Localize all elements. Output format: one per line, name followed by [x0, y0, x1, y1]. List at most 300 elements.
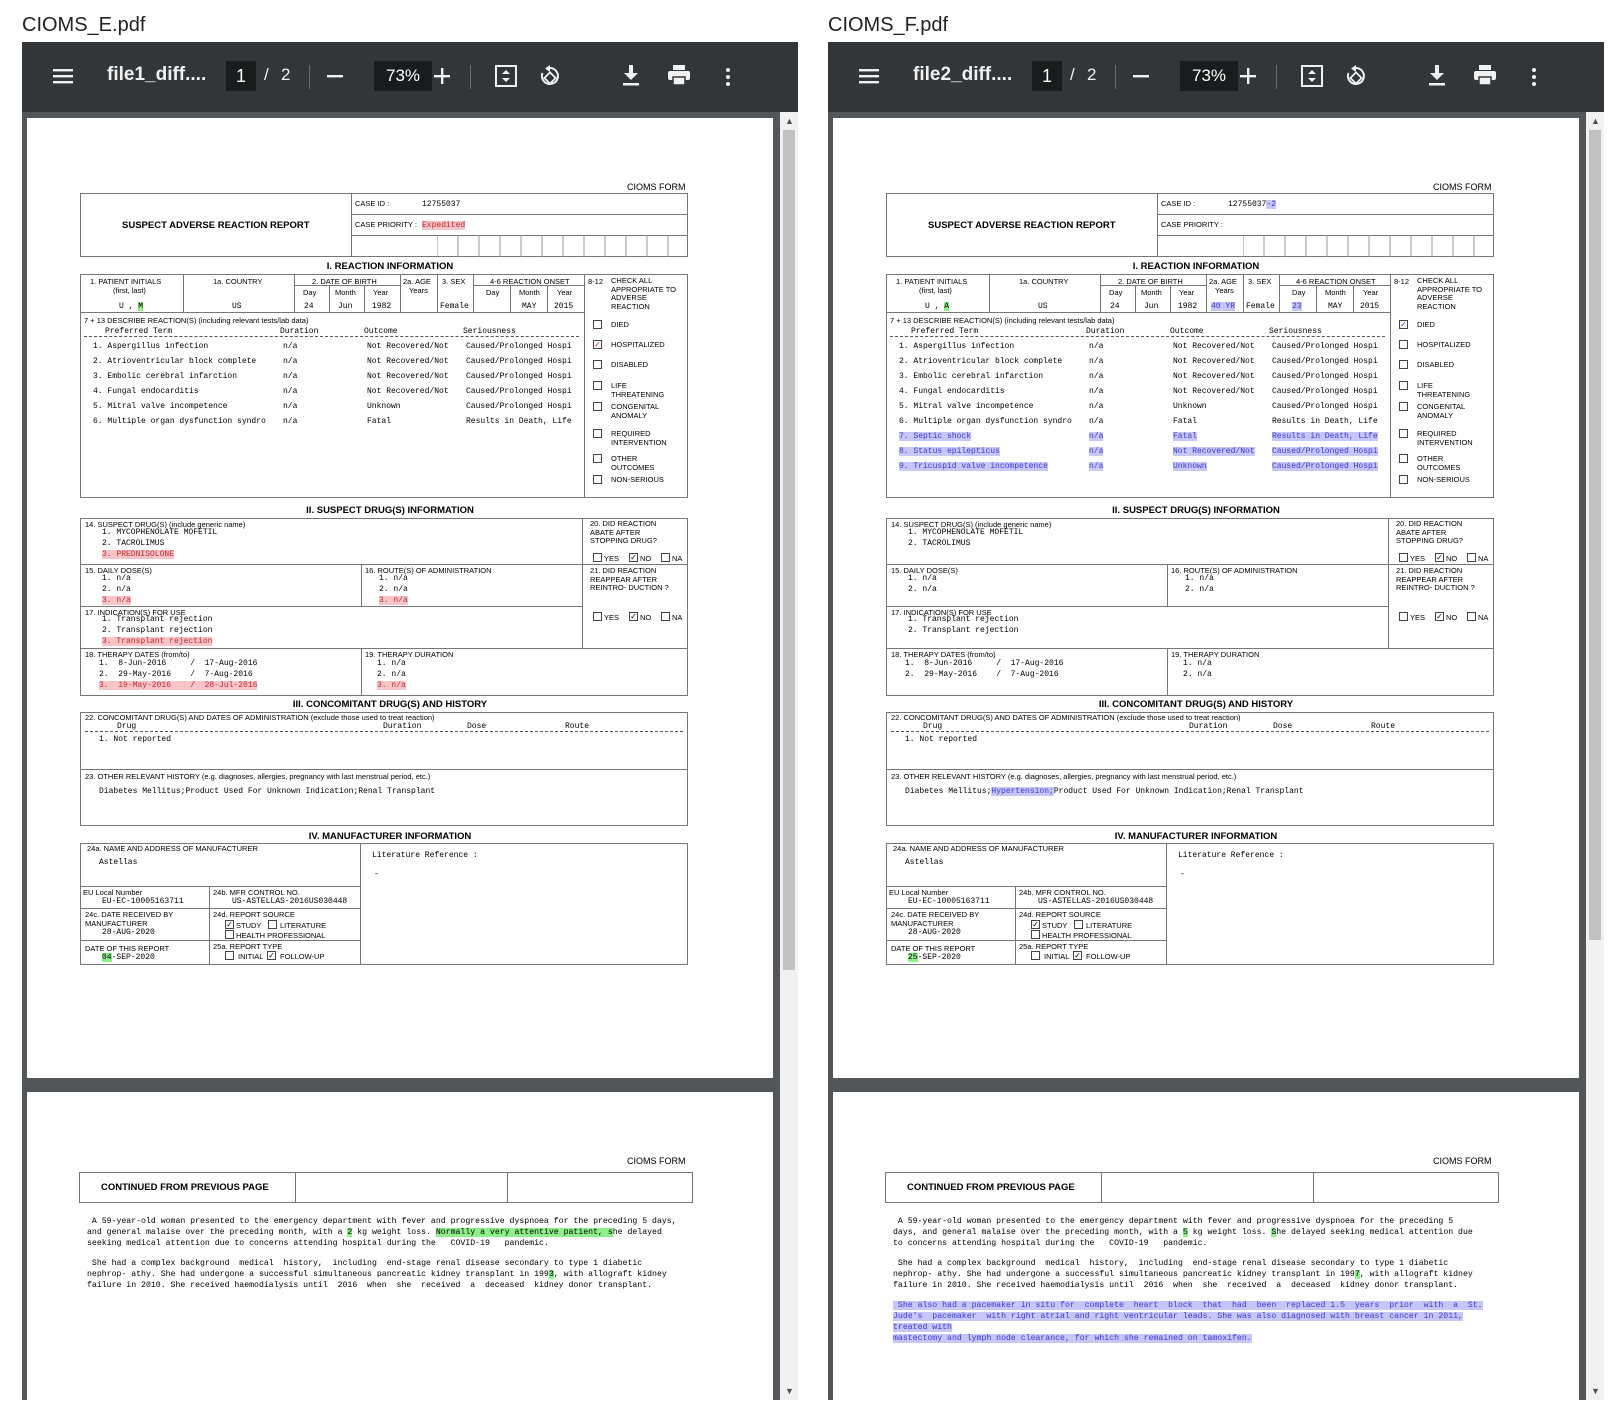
fit-page-icon[interactable] — [495, 65, 517, 87]
reaction-row-2-col-4: Caused/Prolonged Hospi — [1272, 357, 1378, 366]
outcome-checkbox-8[interactable] — [593, 475, 602, 484]
scroll-down-icon[interactable]: ▼ — [1591, 1386, 1600, 1396]
rx-header-seriousness: Seriousness — [463, 327, 516, 336]
reaction-row-6-col-4: Results in Death, Life — [466, 417, 572, 426]
study-checkbox[interactable]: ✓ — [1032, 920, 1039, 929]
outcome-label-7: OTHER OUTCOMES — [611, 454, 655, 472]
sex-value: Female — [1246, 302, 1275, 311]
reaction-reappear-na-checkbox[interactable] — [661, 612, 670, 621]
case-priority-value: Expedited — [422, 221, 466, 230]
reaction-row-7-col-1: 7. Septic shock — [899, 432, 972, 441]
onset-day-value: 23 — [1292, 302, 1302, 311]
zoom-out-icon[interactable] — [1133, 75, 1149, 78]
reaction-reappear-na-checkbox[interactable] — [1467, 612, 1476, 621]
zoom-in-icon[interactable] — [434, 68, 450, 84]
drug-1: 1. MYCOPHENOLATE MOFETIL — [908, 528, 1024, 537]
follow-up-label: FOLLOW-UP — [1086, 952, 1131, 961]
left-pdf-pane — [22, 0, 798, 1428]
date-received-label: 24c. DATE RECEIVED BY MANUFACTURER — [85, 910, 174, 928]
initials-value: U , M — [119, 302, 144, 311]
right-pdf-pane — [828, 0, 1604, 1428]
dose-3: 3. n/a — [102, 596, 131, 605]
section-3-heading: III. CONCOMITANT DRUG(S) AND HISTORY — [292, 699, 488, 710]
left-scrollbar[interactable] — [780, 112, 798, 1400]
scroll-down-icon[interactable]: ▼ — [785, 1386, 794, 1396]
report-title: SUSPECT ADVERSE REACTION REPORT — [122, 220, 310, 231]
reappear-label: 21. DID REACTION REAPPEAR AFTER REINTRO- DUCTION ? — [1396, 566, 1475, 592]
rotate-icon[interactable] — [1344, 64, 1368, 88]
reaction-row-2-col-3: Not Recovered/Not — [367, 357, 449, 366]
check-all-label: CHECK ALL APPROPRIATE TO ADVERSE REACTION — [611, 276, 677, 311]
reaction-row-6-col-4: Results in Death, Life — [1272, 417, 1378, 426]
health-professional-checkbox[interactable] — [225, 930, 234, 939]
outcome-checkbox-4[interactable] — [1399, 381, 1408, 390]
duration-2: 2. n/a — [377, 670, 406, 679]
outcome-label-4: LIFE THREATENING — [611, 381, 665, 399]
daily-dose-label: 15. DAILY DOSE(S) — [891, 566, 958, 575]
reaction-row-8-col-1: 8. Status epilepticus — [899, 447, 1000, 456]
eu-local-value: EU-EC-10005163711 — [908, 897, 990, 906]
indication-label: 17. INDICATION(S) FOR USE — [85, 608, 186, 617]
dob-month-value: Jun — [1144, 302, 1159, 311]
reaction-row-3-col-1: 3. Embolic cerebral infarction — [899, 372, 1044, 381]
reaction-row-8-col-4: Caused/Prolonged Hospi — [1272, 447, 1378, 456]
health-professional-checkbox[interactable] — [1031, 930, 1040, 939]
country-value: US — [232, 302, 242, 311]
reaction-abate-no-checkbox[interactable]: ✓ — [630, 553, 637, 562]
more-options-icon[interactable] — [725, 67, 731, 87]
therapy-date-2: 2. 29-May-2016 / 7-Aug-2016 — [99, 670, 253, 679]
onset-year-value: 2015 — [554, 302, 574, 311]
reaction-row-2-col-4: Caused/Prolonged Hospi — [466, 357, 572, 366]
eu-local-label: EU Local Number — [83, 888, 143, 897]
duration-1: 1. n/a — [1183, 659, 1212, 668]
report-title: SUSPECT ADVERSE REACTION REPORT — [928, 220, 1116, 231]
dob-month-value: Jun — [338, 302, 353, 311]
left-page-1 — [27, 118, 773, 1078]
fit-page-icon[interactable] — [1301, 65, 1323, 87]
section-4-heading: IV. MANUFACTURER INFORMATION — [308, 831, 472, 842]
reaction-row-2-col-1: 2. Atrioventricular block complete — [899, 357, 1063, 366]
right-file-name: file2_diff.... — [913, 64, 1013, 85]
priority-grid — [437, 235, 688, 257]
right-page-total: 2 — [1087, 65, 1097, 84]
concomitant-label: 22. CONCOMITANT DRUG(S) AND DATES OF ADMINISTRATION (exclude those used to treat reaction) — [85, 713, 435, 722]
reaction-row-2-col-1: 2. Atrioventricular block complete — [93, 357, 257, 366]
conc-row-1: 1. Not reported — [905, 735, 978, 744]
therapy-dates-label: 18. THERAPY DATES (from/to) — [85, 650, 190, 659]
route-label: 16. ROUTE(S) OF ADMINISTRATION — [365, 566, 492, 575]
narrative-paragraph-2: She had a complex background medical history, including end-stage renal disease secondary to type 1 diabetic nephrop- athy. She had undergone a successful simultaneous pancreatic kidney transplant in 1993, with allograft kidney failure in 2010. She received haemodialysis until 2016 when she received a deceased kidney donor transplant. — [87, 1259, 667, 1290]
date-received-label: 24c. DATE RECEIVED BY MANUFACTURER — [891, 910, 980, 928]
reaction-reappear-no-checkbox[interactable]: ✓ — [630, 612, 637, 621]
reaction-abate-no-label: NO — [1446, 554, 1458, 563]
reaction-row-6-col-3: Fatal — [367, 417, 392, 426]
reaction-row-4-col-4: Caused/Prolonged Hospi — [1272, 387, 1378, 396]
indication-2: 2. Transplant rejection — [102, 626, 213, 635]
outcome-label-3: DISABLED — [611, 360, 649, 369]
narrative-paragraph-3-added: She also had a pacemaker in situ for complete heart block that had been replaced 1.5 years prior with a St. Jude's pacemaker with right atrial and right ventricular leads. She was also diagnosed with breast cancer in 2011, treated with mastectomy and lymph node clearance, for which she remained on tamoxifen. — [893, 1301, 1483, 1343]
right-page-2 — [833, 1092, 1579, 1400]
outcome-checkbox-7[interactable] — [593, 454, 602, 463]
reaction-reappear-no-label: NO — [1446, 613, 1458, 622]
mfr-control-value: US-ASTELLAS-2016US030448 — [1038, 897, 1154, 906]
dob-label: 2. DATE OF BIRTH — [312, 277, 377, 286]
reaction-row-9-col-1: 9. Tricuspid valve incompetence — [899, 462, 1048, 471]
duration-2: 2. n/a — [1183, 670, 1212, 679]
priority-grid — [1243, 235, 1494, 257]
reaction-row-5-col-4: Caused/Prolonged Hospi — [1272, 402, 1378, 411]
reaction-row-6-col-2: n/a — [283, 417, 298, 426]
reaction-row-3-col-1: 3. Embolic cerebral infarction — [93, 372, 238, 381]
mfr-name-label: 24a. NAME AND ADDRESS OF MANUFACTURER — [893, 844, 1064, 853]
scroll-up-icon[interactable]: ▲ — [1591, 116, 1600, 126]
indication-1: 1. Transplant rejection — [908, 615, 1019, 624]
narrative-paragraph-1: A 59-year-old woman presented to the emergency department with fever and progressive dyspnoea for the preceding 5 days, and general malaise over the preceding month, with a 5 kg weight loss. She delayed seeking medical attention due to concerns attending hospital during the COVID-19 pandemic. — [893, 1217, 1473, 1248]
reaction-row-1-col-2: n/a — [1089, 342, 1104, 351]
outcome-checkbox-6[interactable] — [1399, 429, 1408, 438]
menu-icon[interactable] — [53, 67, 73, 85]
dob-year-label: Year — [1179, 288, 1195, 297]
left-page-input[interactable]: 1 — [226, 61, 256, 91]
study-label: STUDY — [1042, 921, 1068, 930]
therapy-duration-label: 19. THERAPY DURATION — [1171, 650, 1260, 659]
sex-label: 3. SEX — [1248, 277, 1272, 286]
outcome-label-6: REQUIRED INTERVENTION — [611, 429, 667, 447]
history-value: Diabetes Mellitus;Product Used For Unknown Indication;Renal Transplant — [99, 787, 436, 796]
initial-checkbox[interactable] — [1031, 951, 1040, 960]
conc-header-dose: Dose — [1273, 722, 1293, 731]
reaction-row-1-col-2: n/a — [283, 342, 298, 351]
outcome-checkbox-5[interactable] — [593, 402, 602, 411]
right-tab-title: CIOMS_F.pdf — [828, 14, 949, 36]
date-of-report-value: 25-SEP-2020 — [908, 953, 961, 962]
abate-label: 20. DID REACTION ABATE AFTER STOPPING DRUG? — [590, 519, 657, 545]
conc-header-dose: Dose — [467, 722, 487, 731]
mfr-control-label: 24b. MFR CONTROL NO. — [213, 888, 300, 897]
dose-2: 2. n/a — [102, 585, 131, 594]
age-unit-label: Years — [409, 286, 428, 295]
outcome-label-5: CONGENITAL ANOMALY — [611, 402, 659, 420]
reaction-row-5-col-3: Unknown — [1173, 402, 1207, 411]
reaction-abate-no-checkbox[interactable]: ✓ — [1436, 553, 1443, 562]
route-3: 3. n/a — [379, 596, 408, 605]
download-icon[interactable] — [622, 65, 640, 87]
cioms-form-label: CIOMS FORM — [1433, 1156, 1492, 1166]
therapy-duration-label: 19. THERAPY DURATION — [365, 650, 454, 659]
right-scroll-thumb[interactable] — [1589, 130, 1601, 940]
reaction-row-1-col-3: Not Recovered/Not — [1173, 342, 1255, 351]
dose-1: 1. n/a — [102, 574, 131, 583]
reaction-row-1-col-1: 1. Aspergillus infection — [899, 342, 1015, 351]
age-value: 40 YR — [1211, 302, 1236, 311]
dob-year-value: 1982 — [1178, 302, 1198, 311]
reaction-row-3-col-2: n/a — [1089, 372, 1104, 381]
initials-label: 1. PATIENT INITIALS — [896, 277, 968, 286]
therapy-date-3: 3. 19-May-2016 / 28-Jul-2016 — [99, 681, 258, 690]
reaction-row-1-col-1: 1. Aspergillus infection — [93, 342, 209, 351]
reaction-reappear-yes-checkbox[interactable] — [1399, 612, 1408, 621]
left-file-name: file1_diff.... — [107, 64, 207, 85]
suspect-drugs-label: 14. SUSPECT DRUG(S) (include generic name) — [85, 520, 246, 529]
reappear-label: 21. DID REACTION REAPPEAR AFTER REINTRO- DUCTION ? — [590, 566, 669, 592]
conc-header-route: Route — [1371, 722, 1396, 731]
suspect-drugs-label: 14. SUSPECT DRUG(S) (include generic name) — [891, 520, 1052, 529]
right-toolbar — [828, 42, 1604, 112]
onset-month-label: Month — [1325, 288, 1346, 297]
case-priority-label: CASE PRIORITY : — [1161, 220, 1223, 229]
section-1-heading: I. REACTION INFORMATION — [326, 261, 454, 272]
section-3-heading: III. CONCOMITANT DRUG(S) AND HISTORY — [1098, 699, 1294, 710]
reaction-abate-na-label: NA — [1478, 554, 1489, 563]
eu-local-value: EU-EC-10005163711 — [102, 897, 184, 906]
cioms-form-label: CIOMS FORM — [627, 1156, 686, 1166]
toolbar-divider — [1276, 65, 1277, 89]
right-page-slash: / — [1070, 65, 1075, 84]
reaction-row-3-col-4: Caused/Prolonged Hospi — [466, 372, 572, 381]
right-document-area[interactable] — [828, 112, 1604, 1400]
onset-month-value: MAY — [1328, 302, 1343, 311]
date-of-report-label: DATE OF THIS REPORT — [891, 944, 976, 953]
onset-year-label: Year — [557, 288, 573, 297]
print-icon[interactable] — [668, 65, 690, 85]
rx-header-duration: Duration — [280, 327, 319, 336]
literature-ref-value: - — [374, 870, 379, 879]
onset-year-label: Year — [1363, 288, 1379, 297]
study-checkbox[interactable]: ✓ — [226, 920, 233, 929]
reaction-row-6-col-2: n/a — [1089, 417, 1104, 426]
reaction-row-9-col-2: n/a — [1089, 462, 1104, 471]
initial-label: INITIAL — [1044, 952, 1070, 961]
reaction-row-8-col-3: Not Recovered/Not — [1173, 447, 1255, 456]
reaction-row-7-col-2: n/a — [1089, 432, 1104, 441]
reaction-abate-na-label: NA — [672, 554, 683, 563]
outcome-checkbox-1[interactable]: ✓ — [1400, 320, 1407, 329]
date-received-value: 28-AUG-2020 — [908, 928, 961, 937]
print-icon[interactable] — [1474, 65, 1496, 85]
check-all-label: CHECK ALL APPROPRIATE TO ADVERSE REACTION — [1417, 276, 1483, 311]
conc-row-1: 1. Not reported — [99, 735, 172, 744]
outcome-checkbox-6[interactable] — [593, 429, 602, 438]
case-id-value: 12755037-2 — [1228, 200, 1277, 209]
report-source-label: 24d. REPORT SOURCE — [213, 910, 295, 919]
sex-value: Female — [440, 302, 469, 311]
report-type-label: 25a. REPORT TYPE — [1019, 942, 1089, 951]
initials-label: 1. PATIENT INITIALS — [90, 277, 162, 286]
age-label: 2a. AGE — [403, 277, 431, 286]
section-4-heading: IV. MANUFACTURER INFORMATION — [1114, 831, 1278, 842]
section-2-heading: II. SUSPECT DRUG(S) INFORMATION — [306, 505, 474, 516]
describe-label: 7 + 13 DESCRIBE REACTION(S) (including relevant tests/lab data) — [890, 316, 1115, 325]
download-icon[interactable] — [1428, 65, 1446, 87]
reaction-row-1-col-4: Caused/Prolonged Hospi — [1272, 342, 1378, 351]
dob-day-value: 24 — [1110, 302, 1120, 311]
more-options-icon[interactable] — [1531, 67, 1537, 87]
reaction-row-4-col-2: n/a — [1089, 387, 1104, 396]
reaction-abate-na-checkbox[interactable] — [1467, 553, 1476, 562]
continued-label: CONTINUED FROM PREVIOUS PAGE — [101, 1182, 269, 1193]
route-label: 16. ROUTE(S) OF ADMINISTRATION — [1171, 566, 1298, 575]
rx-header-term: Preferred Term — [911, 327, 979, 336]
left-scroll-thumb[interactable] — [783, 130, 795, 970]
section-1-heading: I. REACTION INFORMATION — [1132, 261, 1260, 272]
menu-icon[interactable] — [859, 67, 879, 85]
outcome-label-8: NON-SERIOUS — [611, 475, 664, 484]
reaction-reappear-no-checkbox[interactable]: ✓ — [1436, 612, 1443, 621]
dob-label: 2. DATE OF BIRTH — [1118, 277, 1183, 286]
follow-up-label: FOLLOW-UP — [280, 952, 325, 961]
right-scrollbar[interactable] — [1586, 112, 1604, 1400]
rx-header-term: Preferred Term — [105, 327, 173, 336]
literature-label: LITERATURE — [280, 921, 327, 930]
outcome-label-2: HOSPITALIZED — [611, 340, 665, 349]
left-toolbar — [22, 42, 798, 112]
duration-1: 1. n/a — [377, 659, 406, 668]
onset-day-label: Day — [1292, 288, 1306, 297]
mfr-name: Astellas — [99, 858, 138, 867]
outcome-checkbox-1[interactable] — [593, 320, 602, 329]
follow-up-checkbox[interactable]: ✓ — [268, 951, 275, 960]
drug-3: 3. PREDNISOLONE — [102, 550, 175, 559]
reaction-row-4-col-3: Not Recovered/Not — [367, 387, 449, 396]
conc-header-drug: Drug — [923, 722, 943, 731]
therapy-dates-label: 18. THERAPY DATES (from/to) — [891, 650, 996, 659]
initial-checkbox[interactable] — [225, 951, 234, 960]
reaction-row-4-col-3: Not Recovered/Not — [1173, 387, 1255, 396]
reaction-row-5-col-2: n/a — [1089, 402, 1104, 411]
reaction-row-5-col-4: Caused/Prolonged Hospi — [466, 402, 572, 411]
reaction-row-5-col-1: 5. Mitral valve incompetence — [93, 402, 228, 411]
health-professional-label: HEALTH PROFESSIONAL — [236, 931, 326, 940]
scroll-up-icon[interactable]: ▲ — [785, 116, 794, 126]
zoom-in-icon[interactable] — [1240, 68, 1256, 84]
left-page-total: 2 — [281, 65, 291, 84]
left-pdf-viewer — [22, 42, 798, 1400]
sex-label: 3. SEX — [442, 277, 466, 286]
duration-3: 3. n/a — [377, 681, 406, 690]
outcome-checkbox-7[interactable] — [1399, 454, 1408, 463]
right-page-input[interactable]: 1 — [1032, 61, 1062, 91]
outcome-label-6: REQUIRED INTERVENTION — [1417, 429, 1473, 447]
toolbar-divider — [1115, 65, 1116, 89]
reaction-reappear-na-label: NA — [672, 613, 683, 622]
country-value: US — [1038, 302, 1048, 311]
literature-checkbox[interactable] — [1074, 920, 1083, 929]
history-label: 23. OTHER RELEVANT HISTORY (e.g. diagnoses, allergies, pregnancy with last menstrual period, etc.) — [85, 772, 431, 781]
outcome-checkbox-2[interactable] — [1399, 340, 1408, 349]
narrative-paragraph-2: She had a complex background medical history, including end-stage renal disease secondary to type 1 diabetic nephrop- athy. She had undergone a successful simultaneous pancreatic kidney transplant in 1997, with allograft kidney failure in 2010. She received haemodialysis until 2016 when she received a deceased kidney donor transplant. — [893, 1259, 1473, 1290]
drug-2: 2. TACROLIMUS — [908, 539, 971, 548]
case-id-value: 12755037 — [422, 200, 461, 209]
reaction-row-3-col-3: Not Recovered/Not — [1173, 372, 1255, 381]
literature-ref-label: Literature Reference : — [1178, 851, 1284, 860]
left-zoom-input[interactable]: 73% — [374, 61, 432, 91]
conc-header-drug: Drug — [117, 722, 137, 731]
right-zoom-input[interactable]: 73% — [1180, 61, 1238, 91]
age-unit-label: Years — [1215, 286, 1234, 295]
reaction-row-5-col-2: n/a — [283, 402, 298, 411]
outcome-checkbox-3[interactable] — [1399, 360, 1408, 369]
case-id-label: CASE ID : — [355, 199, 390, 208]
reaction-reappear-na-label: NA — [1478, 613, 1489, 622]
reaction-abate-na-checkbox[interactable] — [661, 553, 670, 562]
history-label: 23. OTHER RELEVANT HISTORY (e.g. diagnoses, allergies, pregnancy with last menstrual period, etc.) — [891, 772, 1237, 781]
onset-day-label: Day — [486, 288, 500, 297]
zoom-out-icon[interactable] — [327, 75, 343, 78]
onset-year-value: 2015 — [1360, 302, 1380, 311]
follow-up-checkbox[interactable]: ✓ — [1074, 951, 1081, 960]
date-of-report-value: 04-SEP-2020 — [102, 953, 155, 962]
reaction-row-2-col-3: Not Recovered/Not — [1173, 357, 1255, 366]
reaction-row-7-col-4: Results in Death, Life — [1272, 432, 1378, 441]
outcome-checkbox-4[interactable] — [593, 381, 602, 390]
concomitant-label: 22. CONCOMITANT DRUG(S) AND DATES OF ADMINISTRATION (exclude those used to treat reaction) — [891, 713, 1241, 722]
literature-checkbox[interactable] — [268, 920, 277, 929]
outcome-checkbox-8[interactable] — [1399, 475, 1408, 484]
describe-label: 7 + 13 DESCRIBE REACTION(S) (including relevant tests/lab data) — [84, 316, 309, 325]
outcome-checkbox-2[interactable]: ✓ — [594, 340, 601, 349]
reaction-row-5-col-1: 5. Mitral valve incompetence — [899, 402, 1034, 411]
dob-day-label: Day — [1109, 288, 1123, 297]
conc-header-duration: Duration — [1189, 722, 1228, 731]
literature-label: LITERATURE — [1086, 921, 1133, 930]
outcome-label-4: LIFE THREATENING — [1417, 381, 1471, 399]
left-document-area[interactable] — [22, 112, 798, 1400]
onset-month-label: Month — [519, 288, 540, 297]
history-value: Diabetes Mellitus;Hypertension;Product Used For Unknown Indication;Renal Transplant — [905, 787, 1304, 796]
dob-month-label: Month — [1141, 288, 1162, 297]
reaction-row-8-col-2: n/a — [1089, 447, 1104, 456]
mfr-control-value: US-ASTELLAS-2016US030448 — [232, 897, 348, 906]
date-received-value: 28-AUG-2020 — [102, 928, 155, 937]
reaction-reappear-yes-checkbox[interactable] — [593, 612, 602, 621]
dob-year-label: Year — [373, 288, 389, 297]
reaction-row-5-col-3: Unknown — [367, 402, 401, 411]
toolbar-divider — [470, 65, 471, 89]
outcome-label-1: DIED — [611, 320, 629, 329]
onset-label: 4-6 REACTION ONSET — [1296, 277, 1376, 286]
health-professional-label: HEALTH PROFESSIONAL — [1042, 931, 1132, 940]
daily-dose-label: 15. DAILY DOSE(S) — [85, 566, 152, 575]
outcome-checkbox-5[interactable] — [1399, 402, 1408, 411]
onset-month-value: MAY — [522, 302, 537, 311]
outcome-checkbox-3[interactable] — [593, 360, 602, 369]
route-2: 2. n/a — [1185, 585, 1214, 594]
report-source-label: 24d. REPORT SOURCE — [1019, 910, 1101, 919]
left-page-2 — [27, 1092, 773, 1400]
eu-local-label: EU Local Number — [889, 888, 949, 897]
reaction-row-1-col-3: Not Recovered/Not — [367, 342, 449, 351]
abate-label: 20. DID REACTION ABATE AFTER STOPPING DRUG? — [1396, 519, 1463, 545]
drug-2: 2. TACROLIMUS — [102, 539, 165, 548]
case-id-label: CASE ID : — [1161, 199, 1196, 208]
age-label: 2a. AGE — [1209, 277, 1237, 286]
therapy-date-1: 1. 8-Jun-2016 / 17-Aug-2016 — [99, 659, 258, 668]
dob-day-label: Day — [303, 288, 317, 297]
dose-1: 1. n/a — [908, 574, 937, 583]
rotate-icon[interactable] — [538, 64, 562, 88]
reaction-row-3-col-3: Not Recovered/Not — [367, 372, 449, 381]
reaction-abate-yes-checkbox[interactable] — [593, 553, 602, 562]
reaction-reappear-no-label: NO — [640, 613, 652, 622]
therapy-date-2: 2. 29-May-2016 / 7-Aug-2016 — [905, 670, 1059, 679]
reaction-abate-yes-checkbox[interactable] — [1399, 553, 1408, 562]
rx-header-outcome: Outcome — [1170, 327, 1204, 336]
literature-ref-label: Literature Reference : — [372, 851, 478, 860]
country-label: 1a. COUNTRY — [213, 277, 263, 286]
reaction-row-6-col-1: 6. Multiple organ dysfunction syndro — [899, 417, 1072, 426]
outcome-label-5: CONGENITAL ANOMALY — [1417, 402, 1465, 420]
